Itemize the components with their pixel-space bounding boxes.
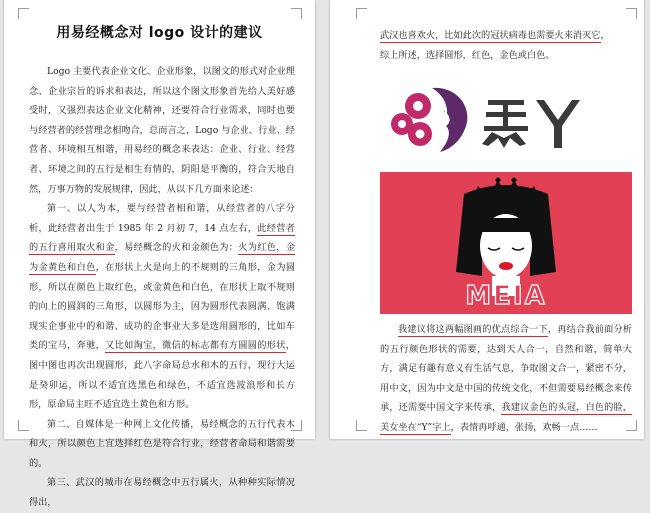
text-segment: ，在形状上火是向上的不规则的三角形，金为圆形，所以在颜色上取红色，或金黄色和白色，在形状上取不规则的向上的圆润的三角形，以圆形为主，因为圆形代表圆满、饱满现实企事业中的和谐、成功的企事业大多是选用圆形的，比如车类的宝马，奔驰， [29,261,296,352]
right-page-body-top [380,26,632,65]
document-page-left [4,0,315,509]
highlighted-text: 武汉也喜欢火，比如此次的冠状病毒也需要火来消灭它 [380,30,601,41]
portrait-text: MEIA [465,281,547,311]
text-segment: ，易经概念的火和金颜色为： [114,242,239,254]
portrait-image [380,172,632,314]
document-title: 用易经概念对 logo 设计的建议 [56,25,263,41]
paragraph [29,199,295,415]
highlighted-text: 火为红色，金为金黄色和白色 [29,242,296,273]
text-segment: ，图中图也再次出现圆形，此八字命局总水和木的五行，现行大运是癸卯运，所以不适宜选黑色和绿色，不适宜选波浪形和长方形，原命局主旺不适宜选土黄色和方形。 [29,340,296,411]
paragraph [29,473,295,512]
crop-mark [18,8,29,19]
text-segment: ，表情再呼通，张扬，欢畅一点…… [450,421,598,433]
paragraph [380,46,632,66]
logo-image [380,78,632,156]
text-segment: 综上所述，选择圆形，红色，金色或白色。 [380,49,555,61]
crop-mark [18,420,29,431]
crop-mark [291,8,302,19]
text-segment: ， [600,30,610,41]
paragraph [29,62,295,199]
text-segment: Logo 主要代表企业文化、企业形象，以图文的形式对企业理念、企业宗旨的诉求和表达，所以这个图文形象首先给人美好感受时，又强烈表达企业文化精神，还要符合行业需求，同时也要与经营者的经营理念相吻合，总而言之，Logo 与企业、行业、经营者、环境相互相谐，用易经的概念来表达：企业、行业、经营者、环境之间的五行是相生有情的，阴阳是平衡的，符合天地自然，万事万物的发展规律，因此，从以下几方面来论述： [29,66,295,195]
queen-portrait-icon [380,172,632,314]
paragraph [380,26,632,46]
highlighted-text: 又比如淘宝，微信的标志都有方圆圆的形状 [105,340,286,352]
text-segment: ，再结合我前面分析的五行颜色形状的需要，达到天人合一，自然和谐，简单大方，满足有趣有意义有生活气息，争取图文合一，紧密不分，用中文，因为中文是中国的传统文化，不但需要易经概念来传承，还需要中国文字来传承， [380,324,632,414]
highlighted-text: 我建议将这两幅图画的优点综合一下 [398,324,548,335]
paragraph [29,415,295,474]
highlighted-text: 此经营者的五行喜用取火和金 [29,222,295,254]
document-page-right [330,0,644,439]
text-segment: 第三、武汉的城市在易经概念中五行属火，从种种实际情况得出， [29,477,295,509]
crop-mark [626,8,637,19]
text-segment: 第二、自媒体是一种网上文化传播，易经概念的五行代表木和火，所以颜色上宜选择红色是符合行业，经营者命局和谐需要的。 [29,418,295,469]
crop-mark [356,8,367,19]
paragraph [380,320,632,438]
highlighted-text: 我建议金色的头冠，白色的脸，美女坐在“Y”字上 [380,402,632,433]
right-page-body-bottom [380,320,632,438]
crop-mark [356,420,367,431]
left-page-body [29,62,295,513]
logo-mark-icon [380,78,632,156]
text-segment: 第一、以人为本，要与经营者相和谐，从经营者的八字分析，此经营者出生于 1985 年 2 月初 7，14 点左右， [29,203,295,234]
